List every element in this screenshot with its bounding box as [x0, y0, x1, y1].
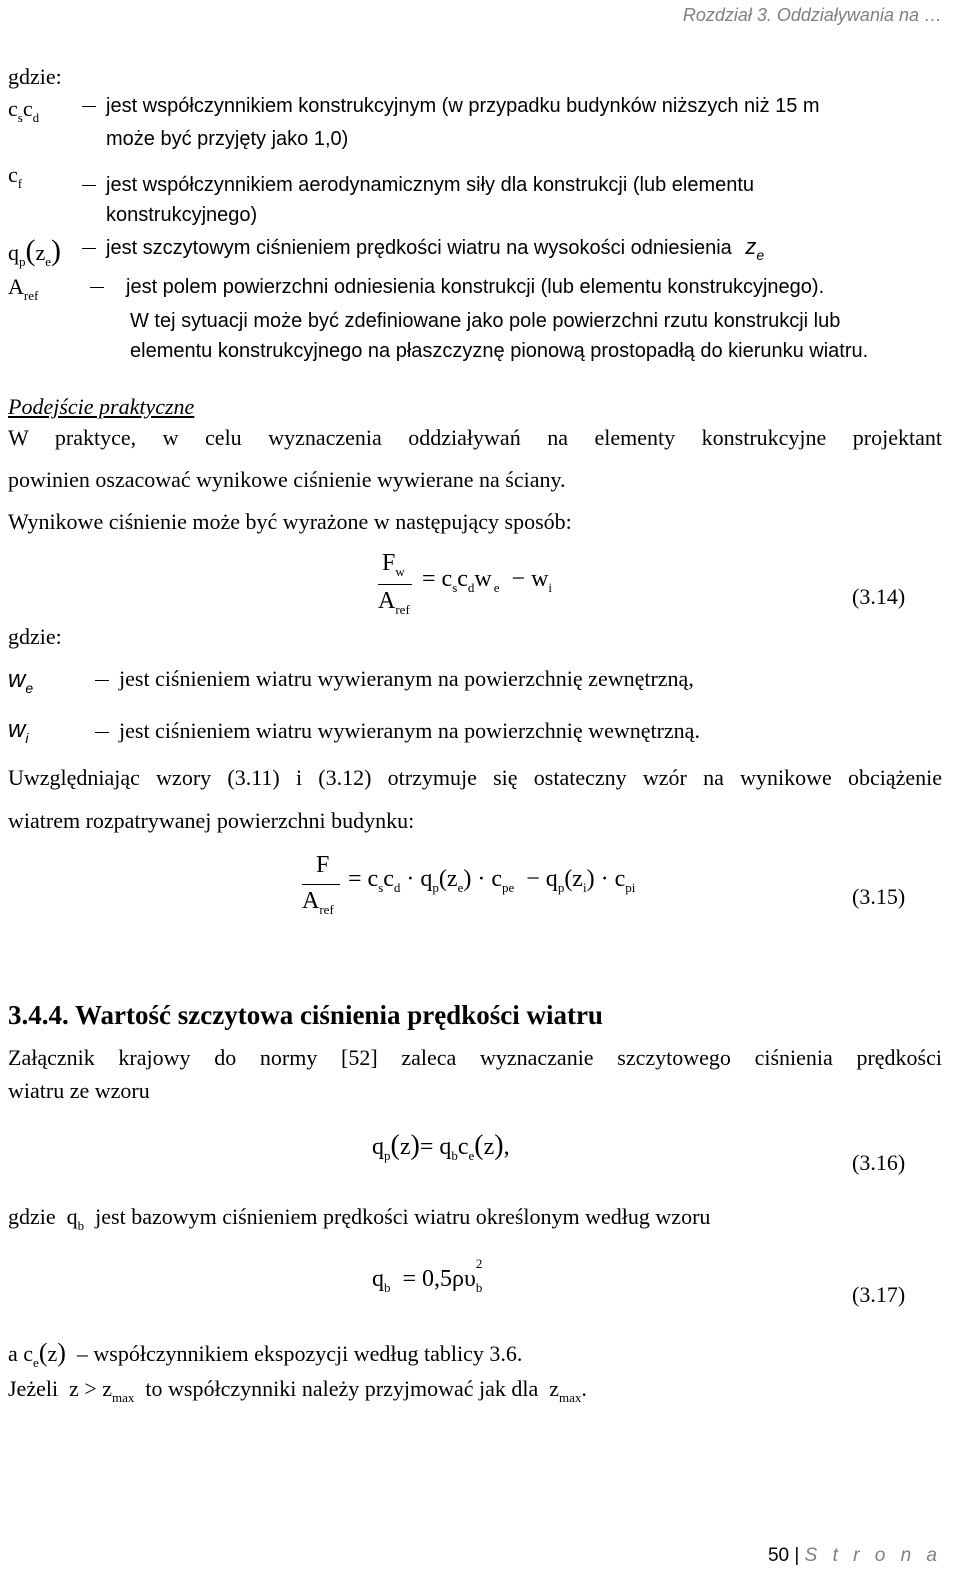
dash-mark [82, 248, 96, 249]
eq314-fraction-bar [378, 584, 412, 585]
eq317-formula: $q_b = 0,5\rho\upsilon$ 2 $_b$ [372, 1256, 483, 1295]
page-footer [768, 1545, 942, 1567]
definition-we: jest ciśnieniem wiatru wywieranym na powierzchnię zewnętrzną, [95, 666, 694, 692]
eq315-fraction-bar [302, 884, 340, 885]
practical-para2: Wynikowe ciśnienie może być wyrażone w następujący sposób: [8, 509, 572, 534]
eq316-formula: $q_p(z)= q_bc_e(z)$, [372, 1130, 510, 1163]
eq315-numerator: F [316, 852, 330, 878]
para3-line1: Uwzględniając wzory (3.11) i (3.12) otrzymuje się ostateczny wzór na wynikowe obciążenie [8, 765, 942, 790]
dash-mark [82, 106, 96, 107]
where-label: gdzie: [8, 64, 62, 89]
eq314-number: (3.14) [852, 584, 906, 609]
definition-cf-cont: konstrukcyjnego) [106, 204, 258, 226]
eq315-number: (3.15) [852, 884, 906, 909]
eq316-number: (3.16) [852, 1150, 906, 1175]
definition-qp: jest szczytowym ciśnieniem prędkości wiatru na wysokości odniesienia $z_e$ [82, 234, 764, 260]
definition-cscd: jest współczynnikiem konstrukcyjnym (w przypadku budynków niższych niż 15 m [82, 95, 820, 118]
definition-cscd-cont: może być przyjęty jako 1,0) [106, 128, 349, 150]
eq314-denominator: $A_{ref}$ [378, 588, 410, 617]
footer-separator: | [794, 1545, 800, 1566]
aref-note-2: elementu konstrukcyjnego na płaszczyznę pionową prostopadłą do kierunku wiatru. [130, 340, 869, 362]
definition-wi: jest ciśnieniem wiatru wywieranym na powierzchnię wewnętrzną. [95, 718, 700, 744]
para4-line1: Załącznik krajowy do normy [52] zaleca wyznaczanie szczytowego ciśnienia prędkości [8, 1045, 942, 1070]
eq314-numerator: $F_w$ [382, 550, 405, 579]
dash-mark [90, 287, 104, 288]
para4-line2: wiatru ze wzoru [8, 1078, 150, 1103]
symbol-we: $w_e$ [8, 666, 34, 696]
definition-aref: jest polem powierzchni odniesienia konstrukcji (lub elementu konstrukcyjnego). [90, 276, 824, 299]
symbol-cscd: $c_sc_d$ [8, 96, 40, 125]
page-number: 50 [767, 1545, 790, 1566]
symbol-cf: $c_f$ [8, 162, 23, 191]
dash-mark [82, 185, 96, 186]
where-label-2: gdzie: [8, 624, 62, 649]
section-title: 3.4.4. Wartość szczytowa ciśnienia prędkości wiatru [8, 1000, 603, 1030]
practical-para-line1: W praktyce, w celu wyznaczenia oddziaływań na elementy konstrukcyjne projektant [8, 425, 942, 450]
para3-line2: wiatrem rozpatrywanej powierzchni budynku: [8, 808, 415, 833]
definition-cf: jest współczynnikiem aerodynamicznym siły dla konstrukcji (lub elementu [82, 174, 754, 197]
para5: gdzie $q_b$ jest bazowym ciśnieniem prędkości wiatru określonym według wzoru [8, 1204, 711, 1233]
eq314-rhs: = $c_sc_dw$ $_e - w_i$ [422, 566, 553, 595]
eq317-number: (3.17) [852, 1282, 906, 1307]
dash-mark [95, 680, 109, 681]
symbol-qp-ze: $q_p(z_e)$ [8, 234, 62, 269]
chapter-header: Rozdział 3. Oddziaływania na … [682, 5, 942, 25]
symbol-aref: $A_{ref}$ [8, 274, 39, 303]
practical-para-line2: powinien oszacować wynikowe ciśnienie wywierane na ściany. [8, 467, 566, 492]
practical-heading: Podejście praktyczne [8, 394, 195, 419]
para7: Jeżeli $z > z_{max}$ to współczynniki należy przyjmować jak dla $z_{max}$. [8, 1376, 587, 1405]
eq315-rhs: = $c_sc_d \cdot q_p(z_e) \cdot c_{pe} - q_p(z_i) \cdot c_{pi}$ [348, 866, 636, 895]
footer-label: S t r o n a [804, 1545, 942, 1566]
symbol-wi: $w_i$ [8, 716, 29, 746]
eq315-denominator: $A_{ref}$ [302, 888, 334, 917]
para6: a $c_e(z)$ – współczynnikiem ekspozycji według tablicy 3.6. [8, 1338, 523, 1370]
dash-mark [95, 732, 109, 733]
aref-note-1: W tej sytuacji może być zdefiniowane jako pole powierzchni rzutu konstrukcji lub [130, 310, 841, 332]
